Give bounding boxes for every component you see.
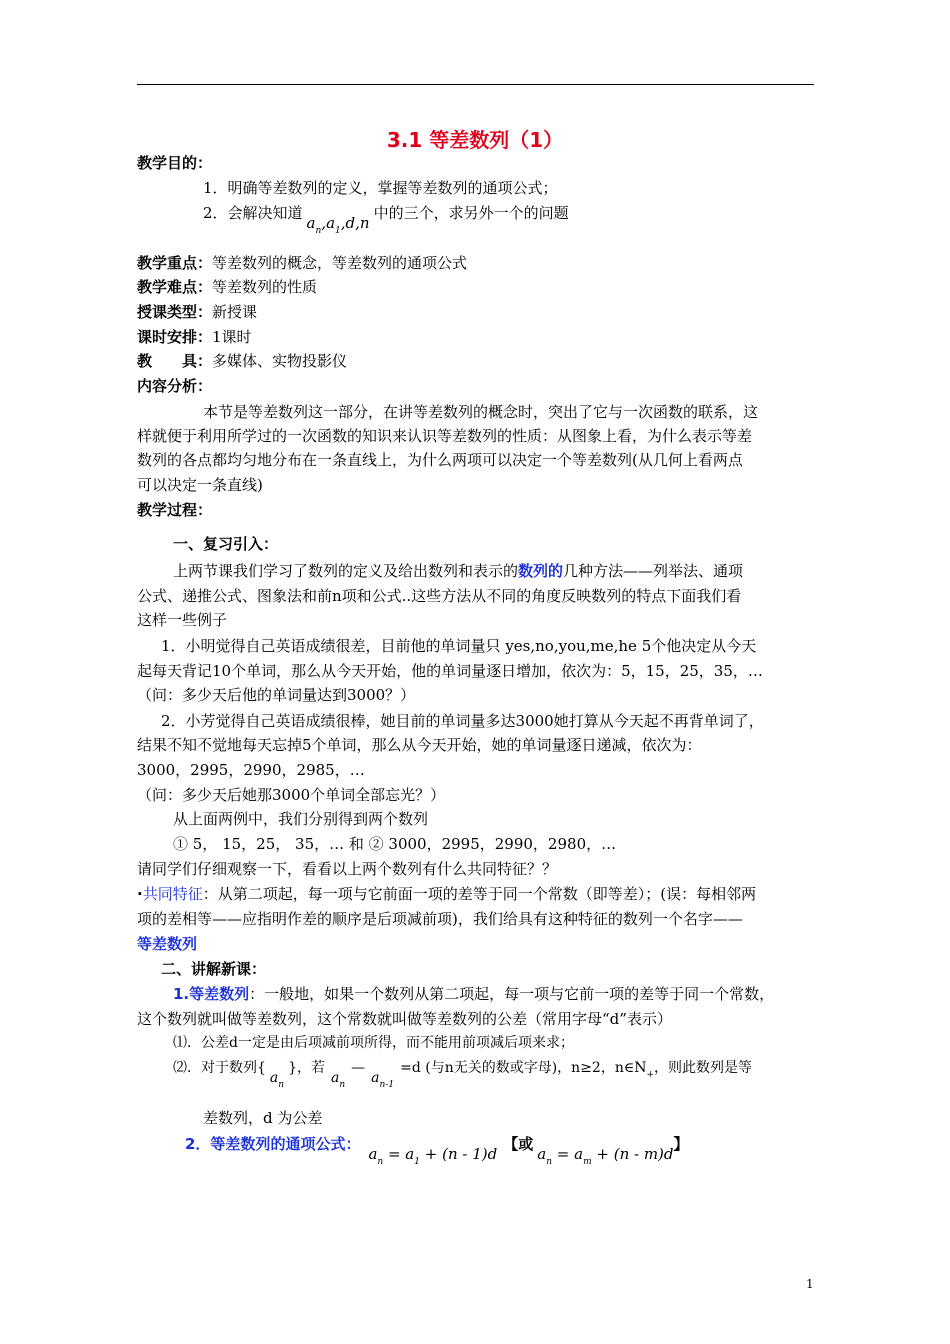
definition-line-2: 这个数列就叫做等差数列，这个常数就叫做等差数列的公差（常用字母“d”表示） <box>137 1010 672 1028</box>
common-feature-line-1 <box>137 885 756 903</box>
observe-question: 请同学们仔细观察一下，看看以上两个数列有什么共同特征？？ <box>137 860 558 878</box>
common-feature-line-2: 项的差相等——应指明作差的顺序是后项减前项)，我们给具有这种特征的数列一个名字—— <box>137 910 743 928</box>
info-value: 1课时 <box>212 328 252 346</box>
note-2-line-2: 差数列，d 为公差 <box>203 1109 323 1127</box>
common-feature-label: 共同特征 <box>142 885 203 903</box>
sequence-link-text: 数列的 <box>518 562 564 580</box>
note-2-text: ⑵．对于数列{ <box>173 1060 266 1076</box>
process-heading: 教学过程： <box>137 501 213 519</box>
section-new-lesson-heading: 二、讲解新课： <box>161 960 267 978</box>
two-sequences-text: 从上面两例中，我们分别得到两个数列 <box>173 810 429 828</box>
general-term-formula: $a_n = a_1 + (n - 1)d$ <box>368 1145 498 1167</box>
alternate-close: 】 <box>673 1135 689 1153</box>
info-value: 多媒体、实物投影仪 <box>212 352 348 370</box>
page-number: 1 <box>806 1277 814 1291</box>
definition-line-1 <box>173 985 774 1003</box>
note-2-text: ，则此数列是等 <box>654 1060 753 1076</box>
objective-item-2-post: 中的三个，求另外一个的问题 <box>373 204 569 222</box>
definition-text: ：一般地，如果一个数列从第二项起，每一项与它前一项的差等于同一个常数， <box>249 985 775 1003</box>
minus-sign: — <box>351 1060 366 1076</box>
an-symbol: $a_n$ <box>331 1070 346 1090</box>
intro-line-1 <box>173 562 743 580</box>
info-value: 新授课 <box>212 303 258 321</box>
an-minus-1-symbol: $a_{n-1}$ <box>371 1070 395 1090</box>
intro-text: 上两节课我们学习了数列的定义及给出数列和表示的 <box>173 562 519 580</box>
example-1-question: （问：多少天后他的单词量达到3000？） <box>137 686 416 704</box>
analysis-line: 可以决定一条直线) <box>137 476 263 494</box>
arithmetic-sequence-term: 等差数列 <box>137 935 198 953</box>
note-2-text: }，若 <box>288 1060 325 1076</box>
alternate-open: 【或 <box>503 1135 534 1153</box>
section-review-heading: 一、复习引入： <box>173 535 279 553</box>
alternate-term-formula: $a_n = a_m + (n - m)d$ <box>537 1145 674 1167</box>
example-2-line-2: 结果不知不觉地每天忘掉5个单词，那么从今天开始，她的单词量逐日递减，依次为： <box>137 736 702 754</box>
info-label: 授课类型： <box>137 303 213 321</box>
general-formula-heading: 2．等差数列的通项公式： <box>185 1135 361 1153</box>
info-value: 等差数列的性质 <box>212 278 318 296</box>
definition-number: 1. <box>173 985 190 1003</box>
intro-line-2: 公式、递推公式、图象法和前n项和公式..这些方法从不同的角度反映数列的特点下面我们看 <box>137 587 742 605</box>
info-label: 教学重点： <box>137 254 213 272</box>
example-1-line-2: 起每天背记10个单词，那么从今天开始，他的单词量逐日增加，依次为：5，15，25，35，… <box>137 662 763 680</box>
objectives-heading: 教学目的： <box>137 154 213 172</box>
info-label: 教学难点： <box>137 278 213 296</box>
note-1: ⑴．公差d一定是由后项减前项所得，而不能用前项减后项来求； <box>173 1035 574 1051</box>
page-title: 3.1 等差数列（1） <box>386 128 564 152</box>
analysis-line: 样就便于利用所学过的一次函数的知识来认识等差数列的性质：从图象上看，为什么表示等差 <box>137 427 753 445</box>
intro-text: 几种方法——列举法、通项 <box>563 562 744 580</box>
info-row-schedule <box>137 328 252 346</box>
info-row-difficulties <box>137 278 317 296</box>
example-2-line-3: 3000，2995，2990，2985，… <box>137 761 365 779</box>
analysis-line: 数列的各点都均匀地分布在一条直线上，为什么两项可以决定一个等差数列(从几何上看两点 <box>137 451 743 469</box>
example-2-line-1: 2．小芳觉得自己英语成绩很棒，她目前的单词量多达3000她打算从今天起不再背单词了， <box>161 712 764 730</box>
objective-item-2 <box>203 204 569 236</box>
intro-line-3: 这样一些例子 <box>137 611 228 629</box>
sequences-line: ① 5， 15，25， 35，… 和 ② 3000，2995，2990，2980，… <box>173 835 617 853</box>
definition-label: 等差数列 <box>189 985 250 1003</box>
info-row-tools <box>137 352 347 370</box>
note-2-line-1 <box>173 1059 753 1090</box>
info-label: 教 具： <box>137 352 213 370</box>
common-feature-text: ：从第二项起，每一项与它前面一项的差等于同一个常数（即等差）；(误：每相邻两 <box>202 885 757 903</box>
info-label: 课时安排： <box>137 328 213 346</box>
header-rule <box>137 84 814 85</box>
info-row-lesson-type <box>137 303 257 321</box>
objective-item-2-pre: 2．会解决知道 <box>203 204 303 222</box>
plus-subscript: + <box>646 1070 655 1080</box>
note-2-text: =d (与n无关的数或字母)，n≥2，n∈N <box>400 1060 647 1076</box>
general-formula-line <box>185 1135 689 1167</box>
analysis-line: 本节是等差数列这一部分，在讲等差数列的概念时，突出了它与一次函数的联系，这 <box>203 403 759 421</box>
example-2-question: （问：多少天后她那3000个单词全部忘光？） <box>137 786 446 804</box>
an-symbol: $a_n$ <box>269 1070 285 1090</box>
info-value: 等差数列的概念，等差数列的通项公式 <box>212 254 468 272</box>
bullet-icon: · <box>137 885 143 903</box>
variables-formula: $a_n,a_1,d,n$ <box>306 214 370 236</box>
example-1-line-1: 1．小明觉得自己英语成绩很差，目前他的单词量只 yes,no,you,me,he 5个他决定从今天 <box>161 637 757 655</box>
analysis-heading: 内容分析： <box>137 377 213 395</box>
info-row-key-points <box>137 254 467 272</box>
objective-item-1: 1．明确等差数列的定义，掌握等差数列的通项公式； <box>203 179 558 197</box>
